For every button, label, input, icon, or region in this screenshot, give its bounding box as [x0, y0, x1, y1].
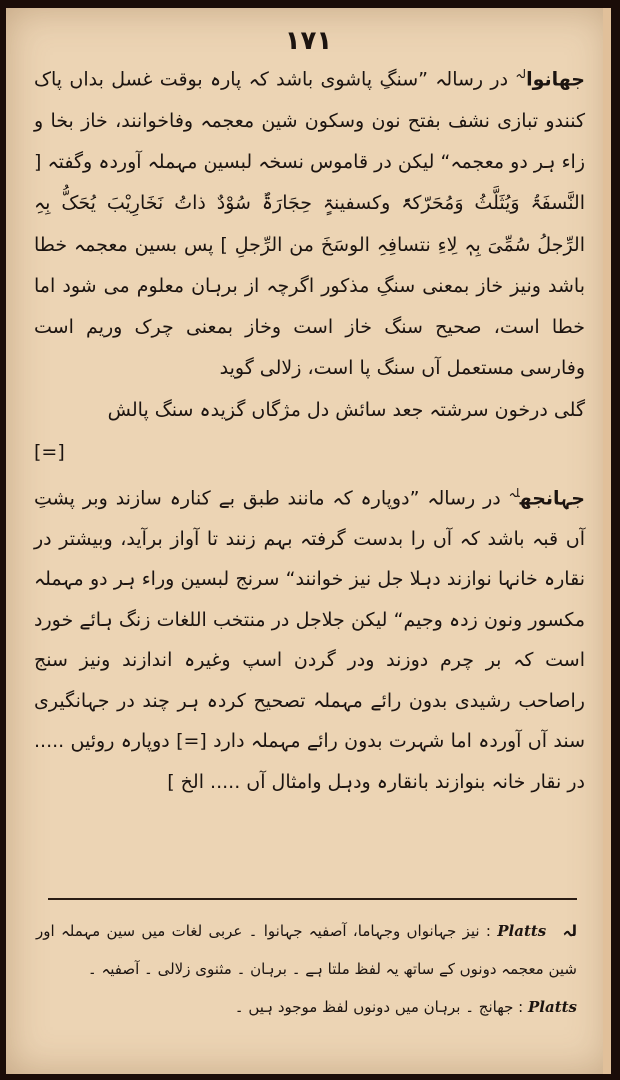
- footnote-number: لہ: [562, 922, 577, 940]
- book-page: [6, 8, 611, 1074]
- source-name: Platts: [528, 998, 577, 1016]
- page-number: ۱۷۱: [284, 26, 333, 56]
- footnote-divider: [48, 898, 577, 900]
- footnote-text: : نیز جہانواں وجہاما، آصفیہ جہانوا ۔ عربی لغات میں سین مہملہ اور شین معجمہ دونوں کے ساتھ یہ لفظ ملتا ہے ۔ برہان ۔ مثنوی زلالی ۔ آصفیہ ۔: [36, 922, 577, 978]
- dictionary-entry: [34, 473, 585, 802]
- equals-marker: [=]: [34, 441, 65, 463]
- footnote: [36, 988, 577, 1026]
- main-text: [34, 54, 585, 802]
- entry-body: در رسالہ ”دوپارہ کہ مانند طبق بے کنارہ سازند وبر پشتِ آں قبہ باشد کہ آں را بدست گرفتہ بہم زنند تا آواز برآید، وبیشتر در نقارہ خانہا نوازند دہلا جل نیز خوانند“ سرنج لبسین وراء ہر دو مہملہ مکسور ونون زدہ وجیم“ لیکن جلاجل در منتخب اللغات زنگ ہائے خورد است کہ بر چرم دوزند ودر گردن اسپ وغیرہ اندازند ونیز سنج راصاحب رشیدی بدون رائے مہملہ تصحیح کردہ ہر چند در جہانگیری سند آں آوردہ اما شہرت بدون رائے مہملہ دارد [=] دوپارہ روئیں ..... در نقار خانہ بنوازند بانقارہ ودہل وامثال آں ..... الخ ]: [34, 487, 585, 793]
- footnote-reference: لہ: [508, 486, 520, 500]
- footnote: [36, 912, 577, 988]
- verse-line: گلی درخون سرشتہ جعد سائش دل مژگاں گزیدہ سنگ پالش: [107, 398, 585, 421]
- source-name: Platts: [497, 922, 547, 940]
- entry-paragraph: [34, 473, 585, 802]
- footnote-text: : جھانج ۔ برہان میں دونوں لفظ موجود ہیں ۔: [234, 998, 524, 1016]
- entry-body: در رسالہ ”سنگِ پاشوی باشد کہ پارہ بوقت غسل بداں پاک کنندو تبازی نشف بفتح نون وسکون شین معجمہ وفاخوانند، خاز بخا و زاء ہر دو معجمہ“ لیکن در قاموس نسخہ لبسین مہملہ آوردہ وگفتہ [ النَّسفَۃُ وَیُثَلَّثُ وَمُحَرّکۃً وکسفینۃٍ حِجَارَۃٌ سُوْدٌ ذاتُ نَخَارِیْبَ یُحَکُّ بِہِ الرِّجلُ سُمِّیَ بِہٖ لِاءِ نتسافِہِ الوسَخَ من الرِّجلِ ] پس بسین معجمہ خطا باشد ونیز خاز بمعنی سنگِ مذکور اگرچہ از برہان معلوم می شود اما خطا است، صحیح سنگ خاز است وخاز بمعنی چرک وریم است وفارسی مستعمل آں سنگ پا است، زلالی گوید: [34, 68, 585, 380]
- dictionary-entry: [34, 54, 585, 432]
- footnote-reference: لہ: [515, 67, 527, 81]
- entry-headword: جهانوا: [526, 68, 585, 91]
- page-edge: [603, 8, 611, 1074]
- footnotes: [36, 912, 577, 1026]
- entry-headword: جہانجھ: [519, 487, 586, 510]
- entry-paragraph: [34, 54, 585, 390]
